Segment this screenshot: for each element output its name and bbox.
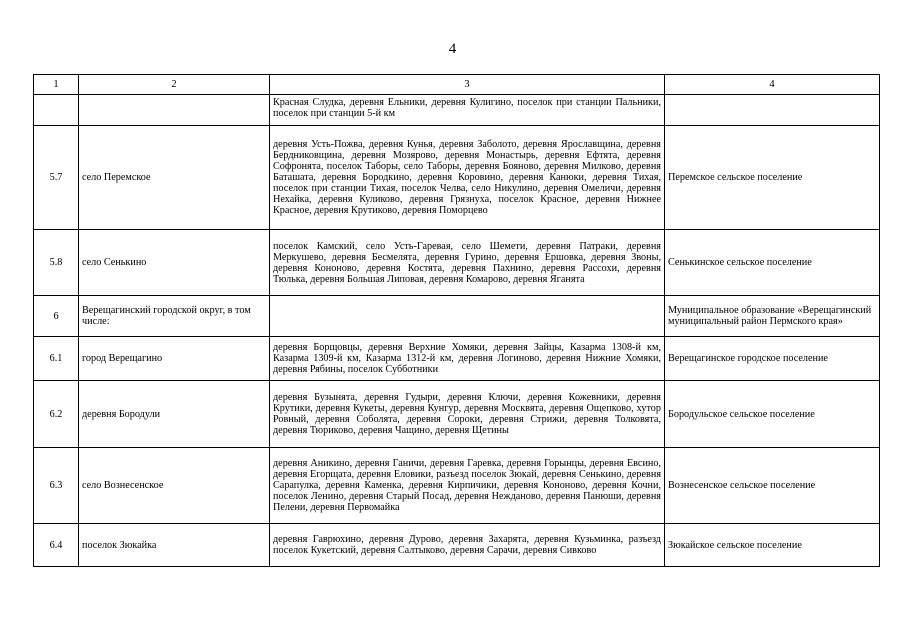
row-settlements: деревня Аникино, деревня Ганичи, деревня Гаревка, деревня Горынцы, деревня Евсино, деревня Егорщата, деревня Еловики, разъезд поселок Зюкай, деревня Сенькино, деревня Сарапулка, деревня Каменка, деревня Кирпичики, деревня Кононово, деревня Кочни, поселок Ленино, деревня Старый Посад, деревня Нежданово, деревня Панюши, деревня Пелени, деревня Первомайка	[270, 448, 665, 524]
row-number	[34, 95, 79, 126]
row-municipality: Вознесенское сельское поселение	[665, 448, 880, 524]
page-number: 4	[448, 41, 457, 57]
row-number: 6.3	[34, 448, 79, 524]
row-name: село Вознесенское	[79, 448, 270, 524]
table-row	[34, 524, 880, 567]
row-settlements	[270, 296, 665, 337]
table-row	[34, 296, 880, 337]
column-header-settlements: 3	[270, 75, 665, 95]
row-settlements: деревня Бузынята, деревня Гудыри, деревня Ключи, деревня Кожевники, деревня Крутики, деревня Кукеты, деревня Кунгур, деревня Москвята, деревня Ощепково, хутор Ровный, деревня Соболята, деревня Сороки, деревня Стрижи, деревня Толковята, деревня Тюриково, деревня Чащино, деревня Щетины	[270, 381, 665, 448]
row-name	[79, 95, 270, 126]
row-municipality: Муниципальное образование «Верещагинский муниципальный район Пермского края»	[665, 296, 880, 337]
row-settlements: деревня Борщовцы, деревня Верхние Хомяки, деревня Зайцы, Казарма 1308-й км, Казарма 1309-й км, Казарма 1312-й км, деревня Логиново, деревня Нижние Хомяки, деревня Рябины, поселок Субботники	[270, 337, 665, 381]
column-header-municipality: 4	[665, 75, 880, 95]
row-name: село Перемское	[79, 126, 270, 230]
table-row	[34, 230, 880, 296]
table-row	[34, 126, 880, 230]
row-number: 6	[34, 296, 79, 337]
table-header-row	[34, 75, 880, 95]
row-number: 6.1	[34, 337, 79, 381]
table-row	[34, 95, 880, 126]
row-municipality: Бородульское сельское поселение	[665, 381, 880, 448]
row-number: 6.4	[34, 524, 79, 567]
column-header-number: 1	[34, 75, 79, 95]
row-settlements: поселок Камский, село Усть-Гаревая, село Шемети, деревня Патраки, деревня Меркушево, деревня Бесмелята, деревня Гурино, деревня Ершовка, деревня Звоны, деревня Кононово, деревня Костята, деревня Пахнино, деревня Рассохи, деревня Тюлька, деревня Большая Липовая, деревня Комарово, деревня Яганята	[270, 230, 665, 296]
row-settlements: деревня Усть-Пожва, деревня Кунья, деревня Заболото, деревня Ярославщина, деревня Бердниковщина, деревня Мозярово, деревня Монастырь, деревня Ефтята, деревня Софронята, поселок Таборы, село Таборы, деревня Бояново, деревня Милково, деревня Баташата, деревня Бородкино, деревня Коровино, деревня Канюки, деревня Тихая, поселок при станции Тихая, поселок Челва, село Никулино, деревня Омеличи, деревня Нехайка, деревня Куликово, деревня Грязнуха, поселок Красное, деревня Нижнее Красное, деревня Крутиково, деревня Поморцево	[270, 126, 665, 230]
row-settlements: деревня Гаврюхино, деревня Дурово, деревня Захарята, деревня Кузьминка, разъезд поселок Кукетский, деревня Салтыково, деревня Сарачи, деревня Сивково	[270, 524, 665, 567]
row-name: поселок Зюкайка	[79, 524, 270, 567]
row-municipality	[665, 95, 880, 126]
row-number: 5.7	[34, 126, 79, 230]
row-name: Верещагинский городской округ, в том числе:	[79, 296, 270, 337]
row-municipality: Зюкайское сельское поселение	[665, 524, 880, 567]
row-municipality: Сенькинское сельское поселение	[665, 230, 880, 296]
settlements-table	[33, 74, 880, 567]
table-row	[34, 381, 880, 448]
column-header-name: 2	[79, 75, 270, 95]
row-name: село Сенькино	[79, 230, 270, 296]
row-number: 6.2	[34, 381, 79, 448]
row-name: деревня Бородули	[79, 381, 270, 448]
row-settlements: Красная Слудка, деревня Ельники, деревня Кулигино, поселок при станции Пальники, поселок при станции 5-й км	[270, 95, 665, 126]
row-municipality: Верещагинское городское поселение	[665, 337, 880, 381]
row-number: 5.8	[34, 230, 79, 296]
row-name: город Верещагино	[79, 337, 270, 381]
table-row	[34, 337, 880, 381]
row-municipality: Перемское сельское поселение	[665, 126, 880, 230]
table-row	[34, 448, 880, 524]
